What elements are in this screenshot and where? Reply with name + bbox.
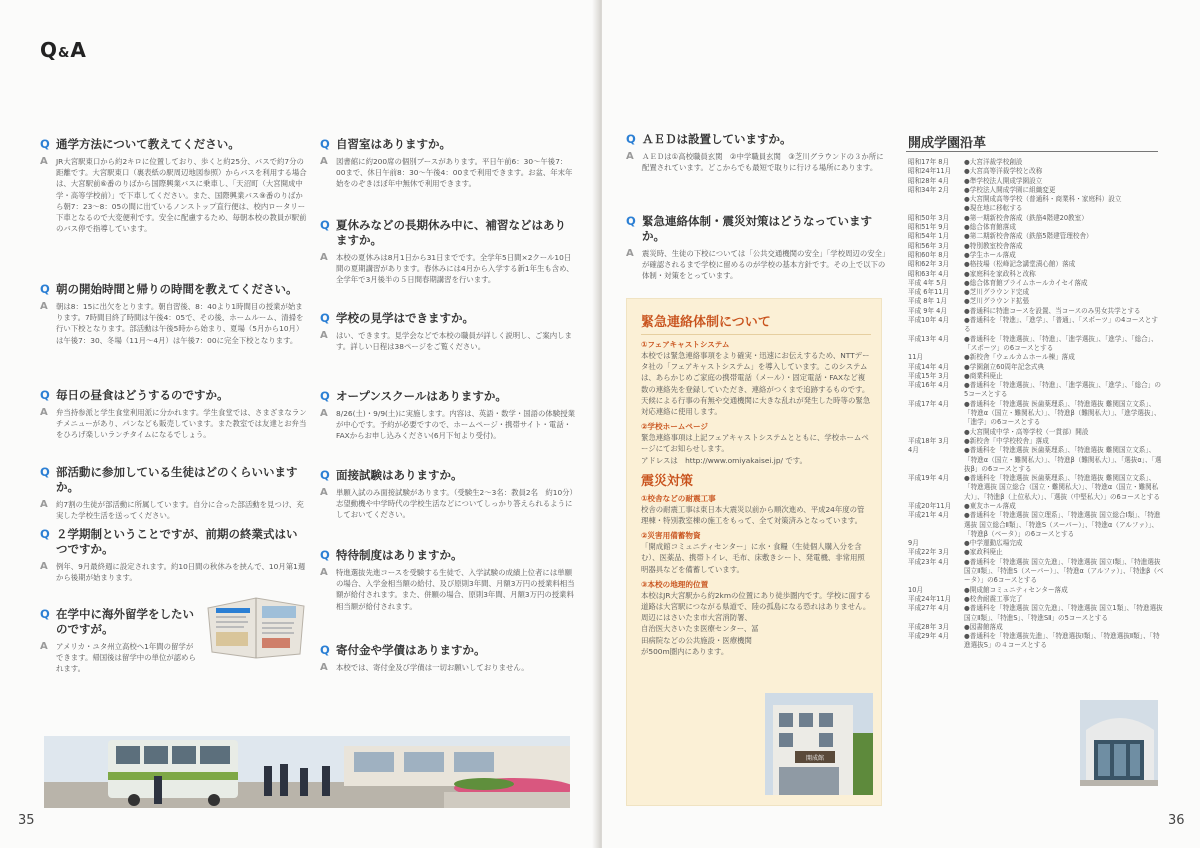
history-row: [908, 428, 1164, 437]
history-event: ●大宮高等洋裁学校と改称: [964, 167, 1043, 176]
history-date: 平成20年11月: [908, 501, 952, 510]
history-row: [908, 223, 1164, 232]
history-row: [908, 586, 1164, 595]
history-date: 平成 6年11月: [908, 288, 950, 297]
history-event: ●校舎耐震工事完了: [964, 594, 1023, 603]
question: Q 学校の見学はできますか。: [320, 311, 474, 325]
history-event: ●学校法人開成学園に組織変更: [964, 185, 1056, 194]
answer: A 図書館に約200席の個別ブースがあります。平日午前6：30～午後7：00まで、休日午前8：30～午後4：00まで利用できます。お盆、年末年始をのぞきほぼ年中無休で利用できます。: [320, 156, 573, 189]
history-event: ●新校舎「ウェルカムホール棟」落成: [964, 353, 1075, 362]
history-date: 4月: [908, 446, 919, 455]
history-event: ●芝川グラウンド拡張: [964, 297, 1030, 306]
book-image: [204, 594, 308, 660]
history-date: 昭和60年 8月: [908, 250, 950, 259]
history-date: 11月: [908, 353, 923, 362]
question: Q 夏休みなどの長期休み中に、補習などはありますか。: [320, 218, 566, 247]
section-body: 「開成館コミュニティセンター」に水・食糧（生徒個人購入分を含む）、医薬品、携帯トイレ、毛布、床敷きシート、発電機、非常用照明器具などを備蓄しています。: [641, 542, 865, 574]
history-event: ●普通科を「特進選抜先進」、「特進選抜Ⅰ類」、「特進選抜Ⅱ類」、「特進選抜S」の４コースとする: [964, 632, 1160, 650]
section-heading: ①フェアキャストシステム: [641, 340, 730, 349]
question: Q 面接試験はありますか。: [320, 468, 463, 482]
history-event: ●学生ホール落成: [964, 250, 1016, 259]
answer: A 弁当持参派と学生食堂利用派に分かれます。学生食堂では、さまざまなランチメニューがあり、パンなども販売しています。また教室では友達とお弁当をひろげ楽しいランチタイムになるでしょう。: [40, 407, 307, 440]
qa-item: [320, 137, 576, 190]
history-row: [908, 158, 1164, 167]
history-event: ●普通科を「特進選抜」、「特進」、「進学選抜」、「進学」、「総合」、「スポーツ」の6コースとする: [964, 334, 1158, 352]
qa-item: [320, 389, 576, 442]
history-row: [908, 251, 1164, 260]
question: Q ＡＥＤは設置していますか。: [626, 132, 792, 146]
qa-item: [40, 137, 308, 234]
modern-building-photo: [1080, 700, 1158, 786]
history-row: [908, 623, 1164, 632]
answer: A 朝は8：15に出欠をとります。朝自習後、8：40より1時間目の授業が始まります。7時間目終了時間は午後4：05で、その後、ホームルーム、清掃を行い下校となります。部活動は午後5時から始まり、夏場（5月から10月）は午後7：30、冬場（11月～4月）は午後7：00に完全下校となります。: [40, 301, 304, 345]
history-row: [908, 297, 1164, 306]
history-event: ●新校舎「中学校校舎」落成: [964, 436, 1049, 445]
history-row: [908, 595, 1164, 604]
history-date: [908, 428, 964, 437]
history-event: ●普通科を「特進選抜 医歯薬理系」、「特進選抜 難関国立文系」、「特進α（国立・難関私大）」、「特進β（難関私大）」、「進学選抜」、「進学」の6コースとする: [964, 399, 1161, 427]
question: Q 通学方法について教えてください。: [40, 137, 240, 151]
history-event: ●商業科廃止: [964, 371, 1003, 380]
history-divider: [906, 151, 1158, 152]
history-row: [908, 186, 1164, 195]
history-row: [908, 381, 1164, 400]
history-date: 昭和51年 9月: [908, 223, 950, 232]
history-row: [908, 632, 1164, 651]
section-heading: ②災害用備蓄物資: [641, 531, 701, 541]
history-event: ●中学運動広場完成: [964, 539, 1023, 548]
history-date: 平成27年 4月: [908, 604, 950, 613]
qa-item: [40, 527, 308, 583]
history-row: [908, 204, 1164, 213]
history-event: ●芝川グラウンド完成: [964, 288, 1030, 297]
section-body: 校舎の耐震工事は東日本大震災以前から順次進め、平成24年度の管理棟・特別教室棟の施工をもって、全て対策済みとなっています。: [641, 504, 865, 526]
history-date: 平成28年 3月: [908, 622, 950, 631]
history-date: 平成24年11月: [908, 594, 952, 603]
qa-item: [40, 607, 200, 675]
answer: A はい、できます。見学会などで本校の職員が詳しく説明し、ご案内します。詳しい日程は38ページをご覧ください。: [320, 330, 572, 352]
history-event: ●大宮洋裁学校創設: [964, 158, 1023, 166]
section-heading: ③本校の地理的位置: [641, 579, 709, 589]
history-row: [908, 558, 1164, 586]
left-page: [0, 0, 598, 848]
website-address: アドレスは http://www.omiyakaisei.jp/ です。: [641, 455, 807, 465]
history-row: [908, 372, 1164, 381]
answer: A 本校では、寄付金及び学債は一切お願いしておりません。: [320, 662, 529, 673]
page-number: 35: [18, 813, 35, 828]
history-row: [908, 604, 1164, 623]
history-list: [908, 158, 1164, 651]
answer: A 本校の夏休みは8月1日から31日までです。全学年5日間×2クール10日間の夏期講習があります。春休みには4月から入学する新1年生も含め、全学年で3月後半の５日間春期講習を行います。: [320, 252, 574, 285]
history-event: ●現在地に移転する: [964, 204, 1023, 213]
answer: A 約7割の生徒が部活動に所属しています。自分に合った部活動を見つけ、充実した学校生活を送ってください。: [40, 499, 304, 521]
history-event: ●普通科を「特進選抜 国立先進」、「特進選抜 国立Ⅰ類」、「特進選抜 国立Ⅱ類」、「特進S（スーパー）」、「特進α（アルファ）」、「特進β（ベータ）」の6コースとする: [964, 557, 1164, 585]
history-event: ●普通科を「特進選抜」、「特進」、「進学選抜」、「進学」、「総合」の5コースとする: [964, 381, 1161, 399]
answer: A ＡＥＤは①高校職員玄関 ②中学職員玄関 ③芝川グラウンドの３か所に配置されています。どこからでも最短で取りに行ける場所にあります。: [626, 151, 884, 173]
emergency-box: [626, 298, 882, 806]
history-event: ●普通科を「特進選抜 国立先進」、「特進選抜 国立1類」、「特進選抜 国立Ⅱ類」、「特進S」、「特進SⅡ」の5コースとする: [964, 604, 1163, 622]
qa-item: [320, 468, 576, 521]
section-body: 本校はJR大宮駅から約2kmの位置にあり徒歩圏内です。学校に面する道路は大宮駅につながる県道で、陸の孤島になる恐れはありません。: [641, 590, 871, 612]
history-date: 平成 9年 4月: [908, 306, 947, 315]
history-title: 開成学園沿革: [908, 136, 987, 151]
history-date: 平成19年 4月: [908, 474, 950, 483]
history-date: 昭和50年 3月: [908, 213, 950, 222]
history-event: ●大宮開成高等学校（普通科・商業科・家庭科）設立: [964, 195, 1122, 204]
qa-item: [40, 282, 308, 346]
history-row: [908, 400, 1164, 428]
history-event: ●普通科を「特進」、「進学」、「普通」、「スポーツ」の4コースとする: [964, 316, 1158, 334]
history-event: ●普通科を「特進選抜 医歯薬理系」、「特進選抜 難関国立文系」、「特進選抜 国立総合（国立・難関私大）」、「特進α（国立・難関私大）」、「特進β（上位私大）」、「選抜（中堅私大）」の6コースとする: [964, 474, 1160, 501]
question: Q 在学中に海外留学をしたいのですが。: [40, 607, 194, 636]
history-date: 9月: [908, 539, 919, 548]
history-row: [908, 474, 1164, 502]
answer: A 8/26(土)・9/9(土)に実施します。内容は、英語・数学・国語の体験授業が中心です。予約が必要ですので、ホームページ・携帯サイト・電話・FAXからお申し込みください(6月下旬より受付)。: [320, 408, 575, 441]
section-heading: ①校舎などの耐震工事: [641, 493, 716, 503]
answer: A 例年、9月最終週に設定されます。約10日間の秋休みを挟んで、10月第1週から後期が始まります。: [40, 561, 306, 583]
history-date: 平成21年 4月: [908, 511, 950, 520]
history-date: 昭和28年 4月: [908, 176, 950, 185]
section-heading: ②学校ホームページ: [641, 422, 709, 432]
history-row: [908, 232, 1164, 241]
building-photo: [765, 693, 873, 795]
history-row: [908, 177, 1164, 186]
qa-item: [320, 548, 576, 612]
history-date: 昭和62年 3月: [908, 260, 950, 269]
history-row: [908, 260, 1164, 269]
history-date: 平成 8年 1月: [908, 297, 947, 306]
history-date: 平成17年 4月: [908, 399, 950, 408]
section-body: 本校では緊急連絡事項をより確実・迅速にお伝えするため、NTTデータ社の「フェアキャストシステム」を導入しています。このシステムは、あらかじめご家庭の携帯電話（メール）・固定電話・FAXなど複数の連絡先を登録していただき、連絡がつくまで追跡するものです。天候による行事の有無や交通機関に大きな乱れが発生した時等の緊急対応連絡に使用します。: [641, 351, 871, 417]
emergency-title: 緊急連絡体制について: [641, 315, 771, 330]
question: Q 寄付金や学債はありますか。: [320, 643, 486, 657]
history-date: 昭和17年 8月: [908, 158, 950, 166]
section-body: 緊急連絡事項は上記フェアキャストシステムとともに、学校ホームページにてお知らせします。: [641, 433, 869, 454]
history-event: ●大宮開成中学・高等学校（一貫部）開設: [964, 427, 1089, 436]
history-event: ●普通科を「特進選抜 医歯薬理系」、「特進選抜 難関国立文系」、「特進α（国立・難関私大）」、「特進β（難関私大）」、「選抜α」、「選抜β」の6コースとする: [964, 446, 1162, 473]
history-row: [908, 316, 1164, 335]
qa-item: [320, 218, 576, 286]
history-event: ●総合体育館プライムホールカイセイ落成: [964, 278, 1088, 287]
history-date: 平成18年 3月: [908, 436, 950, 445]
history-date: 平成22年 3月: [908, 548, 950, 557]
quake-title: 震災対策: [641, 473, 694, 489]
history-date: 平成13年 4月: [908, 334, 950, 343]
qa-title: Q&A: [40, 38, 87, 62]
page-number: 36: [1168, 813, 1185, 828]
history-event: ●第一期新校舎落成（鉄筋4階建20教室）: [964, 213, 1088, 222]
history-date: 平成10年 4月: [908, 316, 950, 325]
history-date: [908, 195, 964, 204]
question: Q 部活動に参加している生徒はどのくらいいますか。: [40, 465, 298, 494]
history-event: ●第二期新校舎落成（鉄筋5階建管理校舎）: [964, 232, 1093, 241]
history-row: [908, 363, 1164, 372]
history-date: 昭和24年11月: [908, 167, 952, 176]
campus-photo: [44, 736, 570, 808]
history-event: ●東友ホール落成: [964, 501, 1016, 510]
history-date: 昭和34年 2月: [908, 185, 950, 194]
history-date: 昭和56年 3月: [908, 241, 950, 250]
history-date: 平成15年 3月: [908, 371, 950, 380]
building-sign: 開成館: [805, 755, 825, 762]
qa-item: [320, 643, 576, 674]
history-row: [908, 335, 1164, 354]
history-event: ●準学校法人開成学園設立: [964, 176, 1043, 185]
question: Q 緊急連絡体制・震災対策はどうなっていますか。: [626, 214, 872, 243]
history-event: ●家庭科を家政科と改称: [964, 269, 1036, 278]
qa-item: [626, 214, 888, 282]
history-row: [908, 279, 1164, 288]
history-event: ●開成館コミュニティセンター落成: [964, 585, 1068, 594]
answer: A 震災時、生徒の下校については「公共交通機関の安全」「学校周辺の安全」が確認されるまで学校に留めるのが学校の基本方針です。その上で以下の体制・対策をとっています。: [626, 248, 886, 281]
history-row: [908, 548, 1164, 557]
history-event: ●普通科に特進コースを設置、当コースのみ男女共学とする: [964, 306, 1141, 315]
history-event: ●格技場（松峰記念講堂漬心館）落成: [964, 260, 1076, 269]
history-event: ●家政科廃止: [964, 548, 1003, 557]
history-event: ●学園創立60周年記念式典: [964, 362, 1045, 371]
history-date: 平成29年 4月: [908, 632, 950, 641]
question: Q 特待制度はありますか。: [320, 548, 463, 562]
history-date: 昭和63年 4月: [908, 269, 950, 278]
history-row: [908, 214, 1164, 223]
answer: A 特進選抜先進コースを受験する生徒で、入学試験の成績上位者には単願の場合、入学金相当額の給付、及び原則3年間、月額3万円の授業料相当額が給付されます。また、併願の場合、原則3年間、月額3万円の授業料相当額が給付されます。: [320, 567, 575, 611]
history-date: 10月: [908, 585, 923, 594]
question: Q オープンスクールはありますか。: [320, 389, 507, 403]
history-event: ●特別教室校舎落成: [964, 241, 1023, 250]
question: Q 朝の開始時間と帰りの時間を教えてください。: [40, 282, 298, 296]
history-date: 昭和54年 1月: [908, 232, 950, 241]
answer: A アメリカ・ユタ州立高校へ1年間の留学ができます。帰国後は留学中の単位が認められます。: [40, 641, 196, 674]
history-date: 平成 4年 5月: [908, 278, 947, 287]
history-row: [908, 353, 1164, 362]
history-date: 平成16年 4月: [908, 381, 950, 390]
qa-item: [626, 132, 888, 173]
history-event: ●普通科を「特進選抜 国立理系」、「特進選抜 国立総合Ⅰ類」、「特進選抜 国立総合Ⅱ類」、「特進S（スーパー）」、「特進α（アルファ）」、「特進β（ベータ）」の6コースとする: [964, 511, 1161, 538]
history-event: ●図書館落成: [964, 622, 1003, 631]
history-row: [908, 242, 1164, 251]
history-event: ●総合体育館落成: [964, 223, 1016, 232]
answer: A JR大宮駅東口から約2キロに位置しており、歩くと約25分、バスで約7分の距離です。大宮駅東口（裏表紙の駅周辺地図参照）からバスを利用する場合は、大宮駅前⑥番のりばから国際興業バスに乗車し、「天沼町（大宮開成中学・高等学校前）」で下車してください。また、国際興業バス⑨番のりばから朝7：23～8：05の間に出ているノンストップ直行便は、校内ロータリー下車となるので大変便利です。安全に配慮するため、毎朝本校の教員が駅前のバス停で指導しています。: [40, 156, 307, 234]
history-date: 平成23年 4月: [908, 557, 950, 566]
history-row: [908, 446, 1164, 474]
history-row: [908, 167, 1164, 176]
question: Q 自習室はありますか。: [320, 137, 451, 151]
history-row: [908, 511, 1164, 539]
section-body: 周辺にはさいたま市大宮消防署、自治医大さいたま医療センター、冨田病院などの公共施設・医療機関が500m圏内にあります。: [641, 613, 759, 656]
history-date: 平成14年 4月: [908, 362, 950, 371]
history-row: [908, 270, 1164, 279]
answer: A 単願入試のみ面接試験があります。（受験生2～3名：教員2名 約10分）志望動機や中学時代の学校生活などについてしっかり答えられるようにしておいてください。: [320, 487, 574, 520]
question: Q ２学期制ということですが、前期の終業式はいつですか。: [40, 527, 298, 556]
history-row: [908, 437, 1164, 446]
qa-item: [40, 465, 308, 521]
history-row: [908, 307, 1164, 316]
history-date: [908, 204, 964, 213]
question: Q 毎日の昼食はどうするのですか。: [40, 388, 229, 402]
history-row: [908, 195, 1164, 204]
qa-item: [320, 311, 576, 352]
history-row: [908, 502, 1164, 511]
qa-item: [40, 388, 308, 441]
